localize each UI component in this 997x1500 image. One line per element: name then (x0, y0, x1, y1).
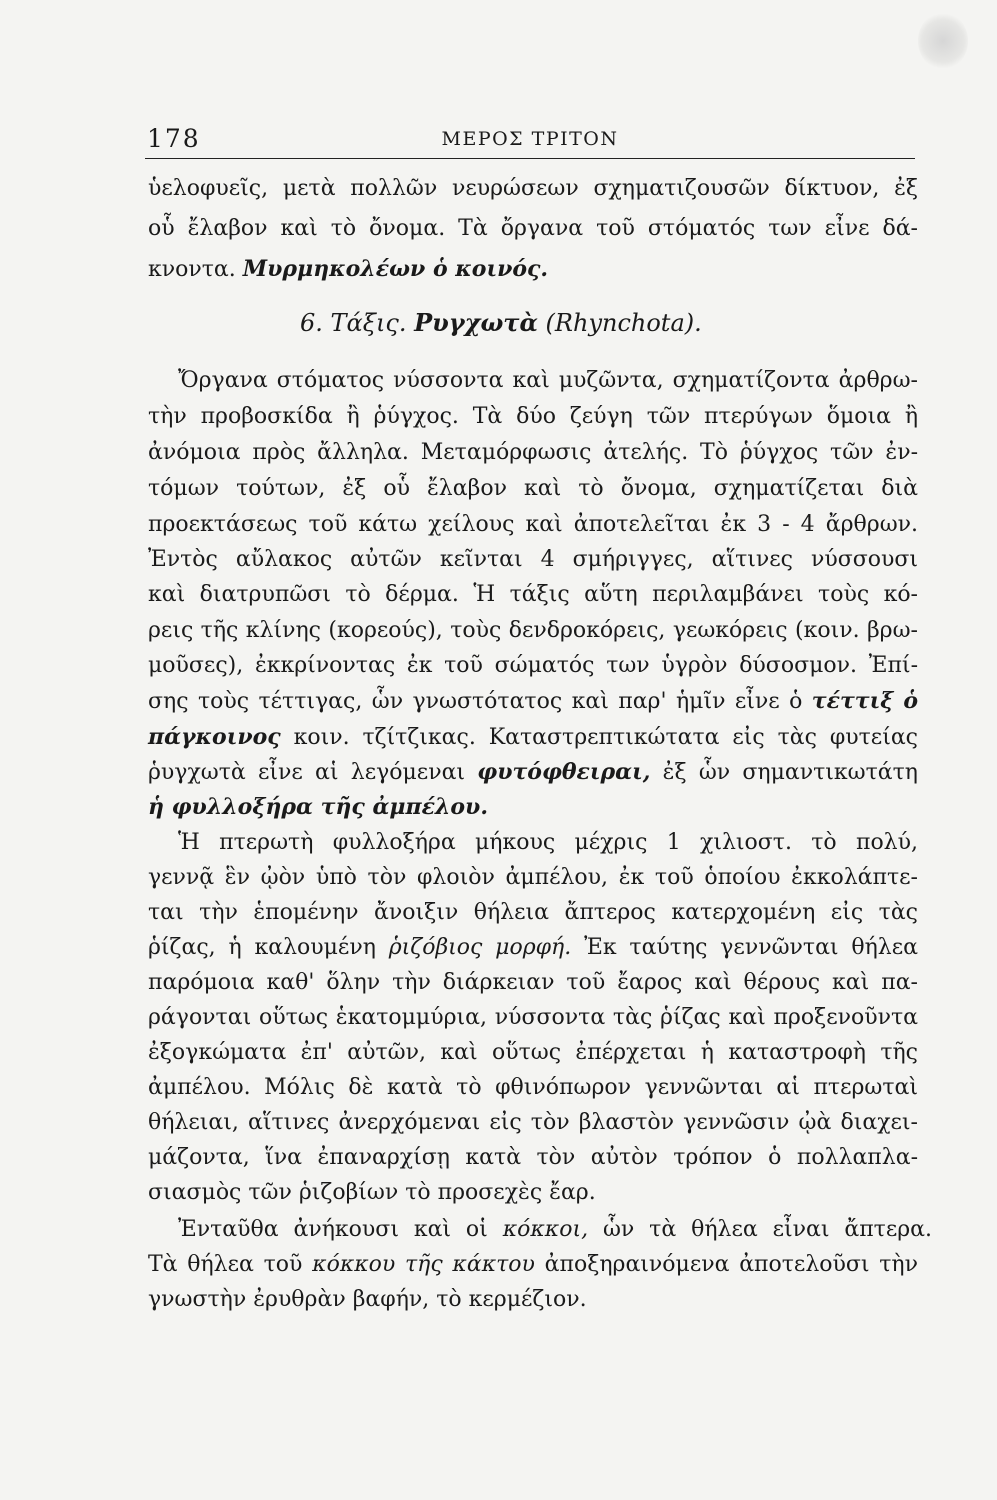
para3-line-2-text-a: Τὰ θήλεα τοῦ (148, 1252, 303, 1277)
para3-line-2-text-b: ἀποξηραινόμενα ἀποτελοῦσι τὴν (544, 1252, 918, 1277)
species-name-myrmeleon: Μυρμηκολέων ὁ κοινός. (242, 256, 549, 282)
term-tettix: τέττιξ ὁ (811, 688, 919, 714)
page-stain (918, 12, 968, 70)
para2-line-8: ἀμπέλου. Μόλις δὲ κατὰ τὸ φθινόπωρον γεννῶνται αἱ πτερωταὶ (148, 1075, 918, 1100)
para1-line-11-text: κοιν. τζίτζικας. Καταστρεπτικώτατα εἰς τὰς φυτείας (293, 725, 919, 750)
page-header (145, 118, 915, 159)
para3-line-3: γνωστὴν ἐρυθρὰν βαφήν, τὸ κερμέζιον. (148, 1287, 587, 1312)
para1-line-12 (148, 761, 918, 784)
term-kokkos-kaktou: κόκκου τῆς κάκτου (312, 1252, 535, 1277)
para1-line-1: Ὄργανα στόματος νύσσοντα καὶ μυζῶντα, σχηματίζοντα ἀρθρω- (178, 368, 918, 393)
para1-line-10-text: σης τοὺς τέττιγας, ὧν γνωστότατος καὶ παρ' ἡμῖν εἶνε ὁ (148, 689, 803, 714)
para3-line-1-text-b: ὧν τὰ θήλεα εἶναι ἄπτερα. (602, 1217, 933, 1242)
running-head: ΜΕΡΟΣ ΤΡΙΤΟΝ (441, 128, 619, 150)
section-title-latin: (Rhynchota). (545, 309, 702, 337)
para2-line-7: ἐξογκώματα ἐπ' αὐτῶν, καὶ οὕτως ἐπέρχεται ἡ καταστροφὴ τῆς (148, 1040, 918, 1065)
term-phytophtheirai: φυτόφθειραι, (477, 759, 651, 785)
para3-line-1-text-a: Ἐνταῦθα ἀνήκουσι καὶ οἱ (178, 1217, 488, 1242)
section-number: 6. (300, 309, 323, 337)
para1-line-12-text-b: ἐξ ὧν σημαντικωτάτη (662, 760, 918, 785)
para1-line-10 (148, 690, 918, 713)
para1-line-4: τόμων τούτων, ἐξ οὗ ἔλαβον καὶ τὸ ὄνομα, σχηματίζεται διὰ (148, 476, 918, 501)
para2-line-11: σιασμὸς τῶν ῥιζοβίων τὸ προσεχὲς ἔαρ. (148, 1180, 596, 1205)
section-title-greek: Ρυγχωτὰ (414, 308, 538, 337)
intro-line-1: ὑελοφυεῖς, μετὰ πολλῶν νευρώσεων σχηματιζουσῶν δίκτυον, ἐξ (148, 176, 918, 201)
para2-line-9: θήλειαι, αἵτινες ἀνερχόμεναι εἰς τὸν βλαστὸν γεννῶσιν ᾠὰ διαχει- (148, 1110, 918, 1135)
para3-line-2 (148, 1254, 918, 1276)
para2-line-4-text-b: Ἐκ ταύτης γεννῶνται θήλεα (584, 935, 918, 960)
para1-line-9: μοῦσες), ἐκκρίνοντας ἐκ τοῦ σώματός των ὑγρὸν δύσοσμον. Ἐπί- (148, 653, 918, 678)
para2-line-1: Ἡ πτερωτὴ φυλλοξήρα μήκους μέχρις 1 χιλιοστ. τὸ πολύ, (178, 830, 918, 855)
para1-line-11 (148, 726, 918, 749)
para2-line-10: μάζοντα, ἵνα ἐπαναρχίσῃ κατὰ τὸν αὐτὸν τρόπον ὁ πολλαπλα- (148, 1145, 918, 1170)
para2-line-2: γεννᾷ ἓν ᾠὸν ὑπὸ τὸν φλοιὸν ἀμπέλου, ἐκ τοῦ ὁποίου ἐκκολάπτε- (148, 865, 918, 890)
intro-line-2: οὗ ἔλαβον καὶ τὸ ὄνομα. Τὰ ὄργανα τοῦ στόματός των εἶνε δά- (148, 216, 918, 241)
term-rizobios: ῥιζόβιος μορφή. (388, 935, 572, 960)
para1-line-6: Ἐντὸς αὔλακος αὐτῶν κεῖνται 4 σμήριγγες, αἵτινες νύσσουσι (148, 547, 918, 572)
para1-line-13 (148, 796, 488, 819)
term-kokkoi: κόκκοι, (502, 1217, 589, 1242)
para2-line-3: ται τὴν ἑπομένην ἄνοιξιν θήλεια ἄπτερος κατερχομένη εἰς τὰς (148, 900, 918, 925)
para1-line-8: ρεις τῆς κλίνης (κορεούς), τοὺς δενδροκόρεις, γεωκόρεις (κοιν. βρω- (148, 618, 918, 643)
para1-line-2: τὴν προβοσκίδα ἢ ῥύγχος. Τὰ δύο ζεύγη τῶν πτερύγων ὅμοια ἢ (148, 404, 918, 429)
para1-line-3: ἀνόμοια πρὸς ἄλληλα. Μεταμόρφωσις ἀτελής. Τὸ ῥύγχος τῶν ἐν- (148, 440, 918, 465)
para1-line-5: προεκτάσεως τοῦ κάτω χείλους καὶ ἀποτελεῖται ἐκ 3 - 4 ἄρθρων. (148, 512, 918, 537)
para2-line-5: παρόμοια καθ' ὅλην τὴν διάρκειαν τοῦ ἔαρος καὶ θέρους καὶ πα- (148, 970, 918, 995)
term-phylloxera: ἡ φυλλοξήρα τῆς ἀμπέλου. (148, 794, 488, 820)
page-number: 178 (147, 124, 201, 153)
para1-line-12-text-a: ῥυγχωτὰ εἶνε αἱ λεγόμεναι (148, 760, 466, 785)
para2-line-4 (148, 937, 918, 959)
para2-line-6: ράγονται οὕτως ἑκατομμύρια, νύσσοντα τὰς ῥίζας καὶ προξενοῦντα (148, 1005, 918, 1030)
section-label: Τάξις. (330, 309, 407, 337)
section-heading (300, 308, 702, 337)
intro-line-3 (148, 258, 548, 281)
para2-line-4-text-a: ῥίζας, ἡ καλουμένη (148, 935, 376, 960)
para1-line-7: καὶ διατρυπῶσι τὸ δέρμα. Ἡ τάξις αὕτη περιλαμβάνει τοὺς κό- (148, 582, 918, 607)
term-pankoinos: πάγκοινος (148, 724, 281, 750)
para3-line-1 (178, 1219, 932, 1241)
intro-line-3-text: κνοντα. (148, 257, 236, 282)
